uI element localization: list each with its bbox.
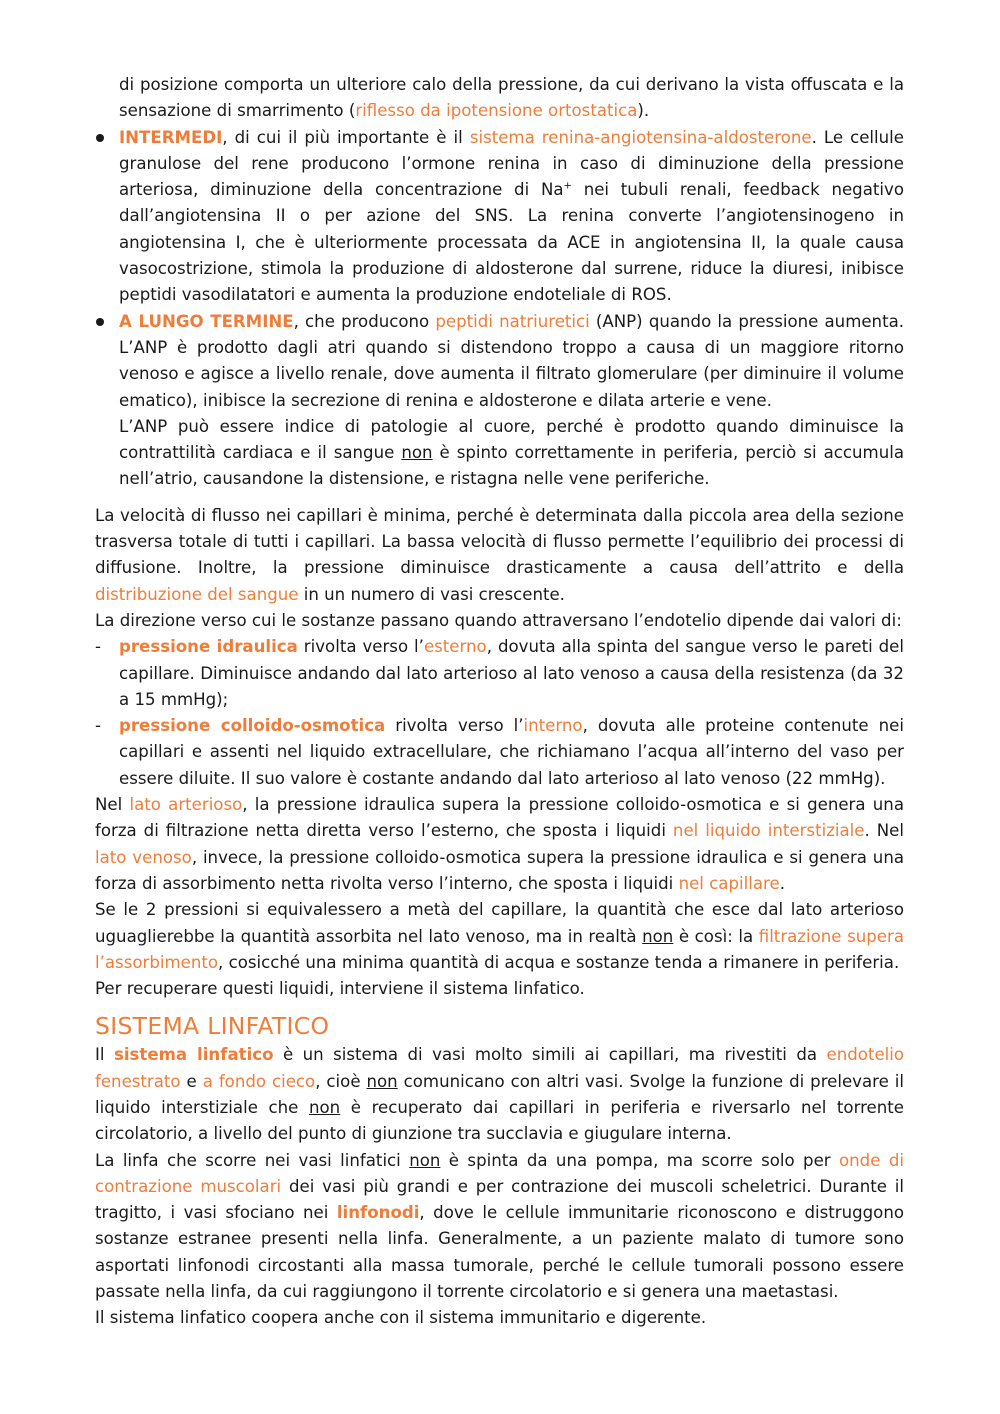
underlined-word: non <box>642 926 674 946</box>
text: . Le cellule granulose del rene producono l’ormone renina in caso di diminuzione della pressione arteriosa, diminuzione della concentrazione di Na <box>119 127 904 200</box>
text: Se le 2 pressioni si equivalessero a metà del capillare, la quantità che esce dal lato arterioso uguaglierebbe la quantità assorbita nel lato venoso, ma in realtà <box>95 900 904 946</box>
text: è spinta da una pompa, ma scorre solo per <box>440 1150 840 1170</box>
underlined-word: non <box>308 1097 341 1117</box>
highlight-term: interno <box>523 716 583 736</box>
text: L’ANP può essere indice di patologie al cuore, perché è prodotto quando diminuisce la contrattilità cardiaca e il sangue <box>119 416 904 463</box>
text: La linfa che scorre nei vasi linfatici <box>95 1150 410 1170</box>
dash-item-colloido <box>95 713 904 792</box>
highlight-term: nel liquido interstiziale <box>672 821 865 841</box>
text: , che producono <box>293 311 436 331</box>
highlight-term: sistema renina-angiotensina-aldosterone <box>469 127 812 147</box>
bold-term: INTERMEDI <box>119 127 223 147</box>
text: , dovuta alle proteine contenute nei capillari e assenti nel liquido extracellulare, che richiamano l’acqua all’interno del vaso per essere diluite. Il suo valore è costante andando dal lato arterioso al lato venoso (22 mmHg). <box>119 716 904 788</box>
text: . <box>779 873 785 893</box>
bold-term: linfonodi <box>336 1203 420 1223</box>
highlight-term: lato venoso <box>95 847 192 867</box>
highlight-term: onde di contrazione muscolari <box>95 1150 904 1196</box>
highlight-term: a fondo cieco <box>202 1071 316 1091</box>
text: . Nel <box>864 821 904 841</box>
paragraph-velocita <box>95 503 904 608</box>
text: è recuperato dai capillari in periferia e riversarlo nel torrente circolatorio, a livello del punto di giunzione tra succlavia e giugulare interna. <box>95 1097 904 1144</box>
text: ). <box>637 101 650 121</box>
text: Per recuperare questi liquidi, interviene il sistema linfatico. <box>95 979 585 999</box>
text: , di cui il più importante è il <box>222 127 470 147</box>
bullet-dot <box>96 318 104 326</box>
text: rivolta verso l’ <box>297 637 424 657</box>
dash-item-idraulica <box>95 634 904 713</box>
paragraph-linfatico-3 <box>95 1305 904 1331</box>
paragraph-lato <box>95 792 904 897</box>
paragraph-linfatico-1 <box>95 1042 904 1147</box>
text: Nel <box>95 795 130 815</box>
spacer <box>95 1002 904 1010</box>
text: La velocità di flusso nei capillari è minima, perché è determinata dalla piccola area della sezione trasversa totale di tutti i capillari. La bassa velocità di flusso permette l’equilibrio dei processi di diffusione. Inoltre, la pressione diminuisce drasticamente a causa dell’attrito e della <box>95 505 904 578</box>
text: è un sistema di vasi molto simili ai capillari, ma rivestiti da <box>273 1045 827 1065</box>
dash-marker: - <box>95 637 101 657</box>
section-heading: SISTEMA LINFATICO <box>95 1012 330 1041</box>
highlight-term: peptidi natriuretici <box>435 311 590 331</box>
bold-term: pressione colloido-osmotica <box>119 716 386 736</box>
text: Il <box>95 1045 114 1065</box>
text: in un numero di vasi crescente. <box>298 584 565 604</box>
text: nei tubuli renali, feedback negativo dall’angiotensina II o per azione del SNS. La renina converte l’angiotensinogeno in angiotensina I, che è ulteriormente processata da ACE in angiotensina II, la quale causa vasocostrizione, stimola la produzione di aldosterone dal surrene, riduce la diuresi, inibisce peptidi vasodilatatori e aumenta la produzione endoteliale di ROS. <box>119 180 904 305</box>
dash-marker: - <box>95 716 101 736</box>
bold-term: A LUNGO TERMINE <box>119 311 294 331</box>
text: , cosicché una minima quantità di acqua e sostanze tenda a rimanere in periferia. <box>218 952 900 972</box>
text: è così: la <box>673 926 759 946</box>
bullet-dot <box>96 134 104 142</box>
highlight-term: endotelio fenestrato <box>95 1045 905 1091</box>
text: La direzione verso cui le sostanze passano quando attraversano l’endotelio dipende dai valori di: <box>95 610 902 630</box>
text: di posizione comporta un ulteriore calo della pressione, da cui derivano la vista offuscata e la sensazione di smarrimento ( <box>119 75 904 121</box>
text: comunicano con altri vasi. Svolge la funzione di prelevare il liquido interstiziale che <box>95 1071 905 1117</box>
highlight-term: filtrazione supera l’assorbimento <box>95 926 904 972</box>
text: Il sistema linfatico coopera anche con il sistema immunitario e digerente. <box>95 1308 707 1328</box>
spacer <box>95 493 904 503</box>
text: , dovuta alla spinta del sangue verso le pareti del capillare. Diminuisce andando dal lato arterioso al lato venoso a causa della resistenza (da 32 a 15 mmHg); <box>119 637 904 709</box>
highlight-term: distribuzione del sangue <box>95 584 299 604</box>
highlight-term: lato arterioso <box>129 795 243 815</box>
paragraph-equivalenza <box>95 897 904 976</box>
text: , invece, la pressione colloido-osmotica supera la pressione idraulica e si genera una forza di assorbimento netta rivolta verso l’interno, che sposta i liquidi <box>95 847 904 893</box>
highlight-term: riflesso da ipotensione ortostatica <box>355 101 638 121</box>
paragraph-anp-patologie <box>95 414 904 493</box>
bold-term: pressione idraulica <box>119 637 298 657</box>
paragraph-recuperare <box>95 976 904 1002</box>
highlight-term: nel capillare <box>678 873 780 893</box>
underlined-word: non <box>366 1071 398 1091</box>
underlined-word: non <box>401 443 433 463</box>
text: dei vasi più grandi e per contrazione dei muscoli scheletrici. Durante il tragitto, i vasi sfociano nei <box>95 1176 904 1223</box>
bullet-lungo-termine <box>95 309 904 414</box>
superscript: + <box>563 180 572 192</box>
paragraph-linfatico-2 <box>95 1148 904 1306</box>
text: , la pressione idraulica supera la pressione colloido-osmotica e si genera una forza di filtrazione netta diretta verso l’esterno, che sposta i liquidi <box>95 795 904 841</box>
text: , dove le cellule immunitarie riconoscono e distruggono sostanze estranee presenti nella linfa. Generalmente, a un paziente malato di tumore sono asportati linfonodi circostanti alla massa tumorale, perché le cellule tumorali possono essere passate nella linfa, da cui raggiungono il torrente circolatorio e si genera una maetastasi. <box>95 1203 904 1302</box>
paragraph-direzione <box>95 608 904 634</box>
bullet-intermedi <box>95 125 904 309</box>
text: (ANP) quando la pressione aumenta. L’ANP è prodotto dagli atri quando si distendono troppo a causa di un maggiore ritorno venoso e agisce a livello renale, dove aumenta il filtrato glomerulare (per diminuire il volume ematico), inibisce la secrezione di renina e aldosterone e dilata arterie e vene. <box>119 311 905 410</box>
text: , cioè <box>315 1071 367 1091</box>
paragraph-ortostatica-continuation <box>95 72 904 125</box>
document-page <box>95 72 904 1332</box>
text: è spinto correttamente in periferia, perciò si accumula nell’atrio, causandone la distensione, e ristagna nelle vene periferiche. <box>119 443 904 489</box>
underlined-word: non <box>409 1150 441 1170</box>
text: rivolta verso l’ <box>385 716 524 736</box>
highlight-term: esterno <box>423 637 487 657</box>
bold-term: sistema linfatico <box>113 1045 274 1065</box>
text: e <box>180 1071 203 1091</box>
